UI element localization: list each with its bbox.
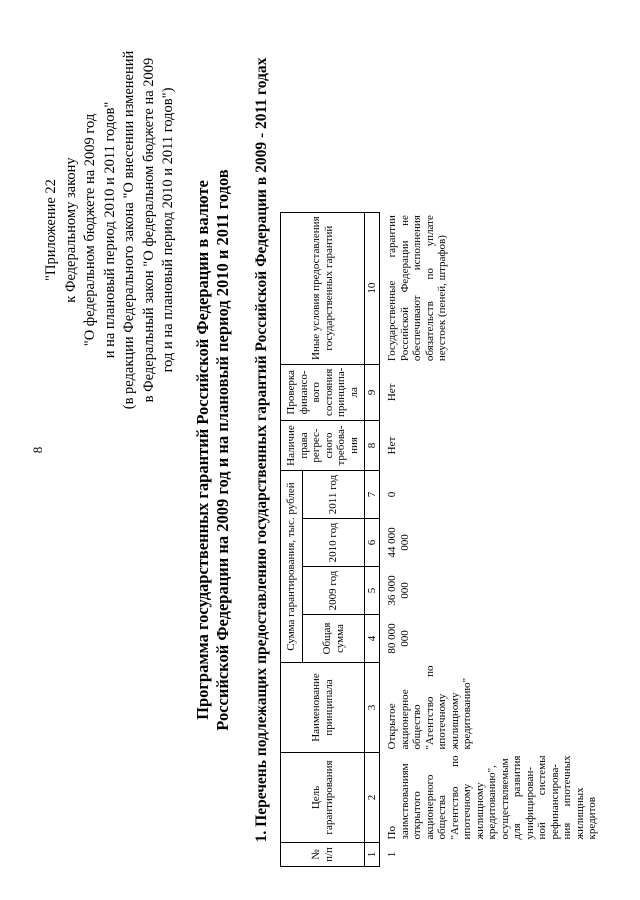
column-number: 7 <box>365 471 380 519</box>
program-title-line-2: Российской Федерации на 2009 год и на плановый период 2010 и 2011 годов <box>213 169 232 731</box>
header-sum-group: Сумма гарантирования, тыс. рублей <box>281 471 303 663</box>
guarantee-table <box>280 212 599 867</box>
row-total: 80 000 000 <box>386 623 411 654</box>
row-purpose: По заимствованиям открытого акционерного общества "Агентство по ипотечному жилищному кредитованию", осуществляемым для развития унифицирован- ной системы рефинансирова- ния ипотечных жилищных кредитов <box>386 755 598 840</box>
appendix-line: к Федеральному закону <box>62 157 79 303</box>
row-2011: 0 <box>386 491 398 498</box>
header-principal: Наименование принципала <box>281 663 365 753</box>
row-other-conditions: Государственные гарантии Российской Федерации не обеспечивают исполнения обязательств по уплате неустоек (пеней, штрафов) <box>386 215 448 362</box>
appendix-line: и на плановый период 2010 и 2011 годов" <box>101 101 118 359</box>
row-2010: 44 000 000 <box>386 527 411 558</box>
header-other-conditions: Иные условия предоставления государственных гарантий <box>281 212 365 364</box>
column-number: 4 <box>365 615 380 663</box>
header-recourse: Наличие права регрес- сного требова- ния <box>281 421 365 471</box>
column-number: 2 <box>365 753 380 843</box>
header-2009: 2009 год <box>303 567 365 615</box>
header-purpose: Цель гарантирования <box>281 753 365 843</box>
column-number: 5 <box>365 567 380 615</box>
header-financial-check: Проверка финансо- вого состояния принципа- ла <box>281 364 365 420</box>
appendix-line: (в редакции Федерального закона "О внесении изменений <box>121 50 137 410</box>
appendix-line: в Федеральный закон "О федеральном бюджете на 2009 <box>140 57 157 403</box>
column-number: 10 <box>365 212 380 364</box>
row-recourse: Нет <box>386 436 398 455</box>
appendix-line: год и на плановый период 2010 и 2011 годов") <box>160 87 176 373</box>
header-total: Общая сумма <box>303 615 365 663</box>
row-2009: 36 000 000 <box>386 575 411 606</box>
header-2010: 2010 год <box>303 519 365 567</box>
header-2011: 2011 год <box>303 471 365 519</box>
appendix-line: "Приложение 22 <box>43 179 59 281</box>
header-num: № п/п <box>281 843 365 867</box>
row-num: 1 <box>386 851 398 858</box>
section-heading: 1. Перечень подлежащих предоставлению государственных гарантий Российской Федерации в 2009 - 2011 годах <box>253 57 270 843</box>
row-financial-check: Нет <box>386 383 398 402</box>
row-principal: Открытое акционерное общество "Агентство по ипотечному жилищному кредитованию" <box>386 665 473 750</box>
column-number: 1 <box>365 843 380 867</box>
column-number: 6 <box>365 519 380 567</box>
program-title <box>193 0 233 900</box>
page-number: 8 <box>30 446 45 454</box>
column-number: 3 <box>365 663 380 753</box>
column-number: 8 <box>365 421 380 471</box>
appendix-header <box>42 10 179 450</box>
table-row <box>380 212 599 866</box>
column-number: 9 <box>365 364 380 420</box>
program-title-line-1: Программа государственных гарантий Российской Федерации в валюте <box>193 180 212 720</box>
appendix-line: "О федеральном бюджете на 2009 год <box>82 113 98 347</box>
